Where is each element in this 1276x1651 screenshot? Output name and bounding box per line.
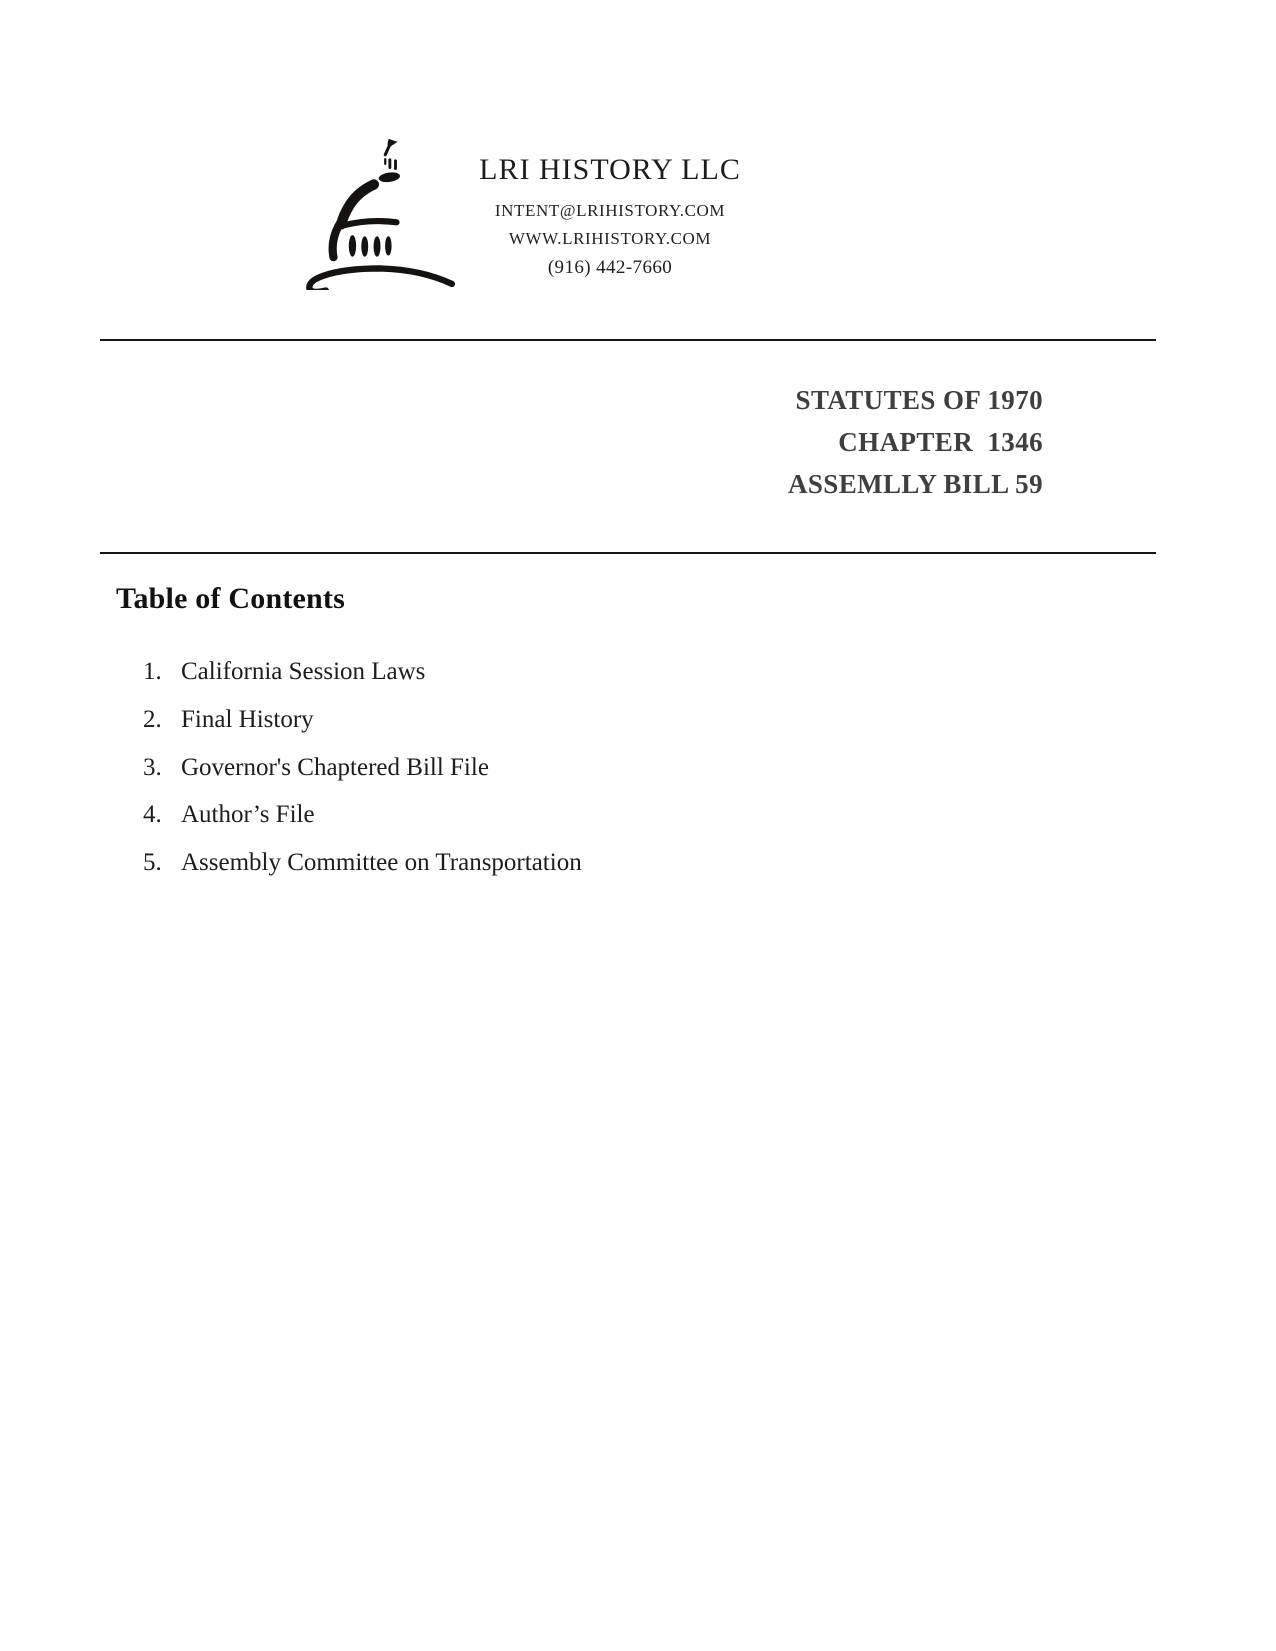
logo-column-1 xyxy=(349,235,356,257)
logo-dome-base xyxy=(343,221,396,225)
toc-item-number: 4. xyxy=(143,801,162,829)
logo-flag xyxy=(388,139,398,148)
divider-bottom xyxy=(100,552,1156,554)
logo-column-4 xyxy=(385,236,392,255)
bill-line: ASSEMLLY BILL 59 xyxy=(787,469,1043,499)
toc-item-label: Governor's Chaptered Bill File xyxy=(181,753,489,781)
toc-item xyxy=(143,696,943,744)
toc-item xyxy=(143,648,943,696)
logo-lantern xyxy=(378,171,401,183)
toc-item-label: California Session Laws xyxy=(181,658,426,685)
toc-item-number: 3. xyxy=(143,753,162,781)
statute-reference-block xyxy=(788,379,1043,505)
logo-column-3 xyxy=(374,236,381,257)
toc-item-label: Assembly Committee on Transportation xyxy=(181,849,582,877)
phone-text: (916) 442-7660 xyxy=(547,257,673,278)
toc-title: Table of Contents xyxy=(116,582,345,615)
logo-column-2 xyxy=(361,236,368,257)
website-text: WWW.LRIHISTORY.COM xyxy=(508,229,712,248)
chapter-line: CHAPTER 1346 xyxy=(838,427,1043,457)
toc-item-number: 1. xyxy=(143,658,162,685)
company-name: LRI HISTORY LLC xyxy=(479,153,741,186)
toc-item xyxy=(143,839,943,887)
toc-item-label: Author’s File xyxy=(181,801,315,829)
letterhead xyxy=(408,151,812,282)
toc-item-number: 2. xyxy=(143,705,162,733)
email-text: INTENT@LRIHISTORY.COM xyxy=(494,201,726,220)
toc-item xyxy=(143,744,943,792)
statutes-line: STATUTES OF 1970 xyxy=(795,385,1043,415)
toc-item-label: Final History xyxy=(181,705,314,733)
toc-item-number: 5. xyxy=(143,849,162,877)
toc-list xyxy=(143,648,943,887)
divider-top xyxy=(100,339,1156,341)
logo-left-flourish xyxy=(333,221,342,257)
toc-item xyxy=(143,791,943,839)
